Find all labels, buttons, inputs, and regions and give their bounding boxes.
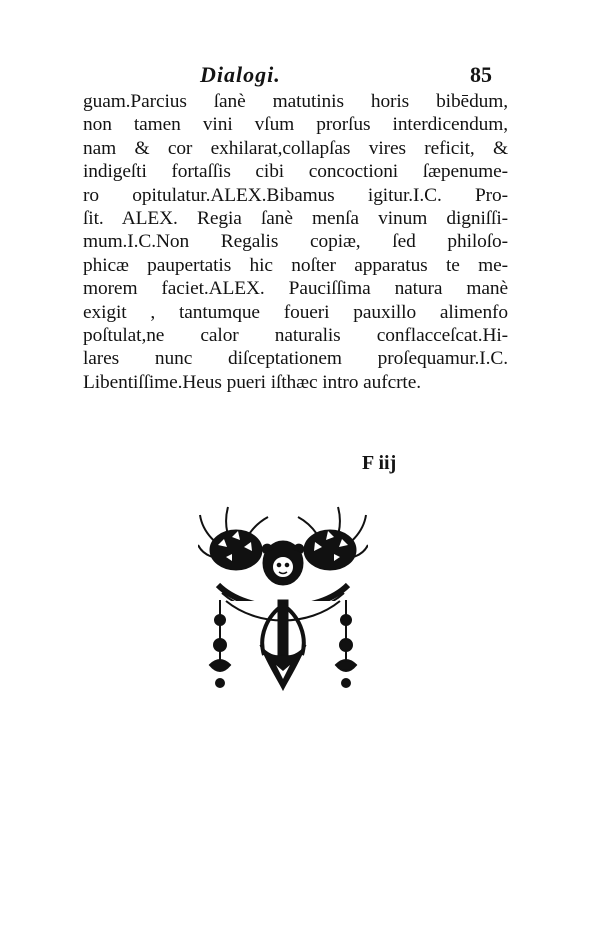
- signature-mark: F iij: [362, 452, 397, 474]
- running-head: Dialogi.: [200, 62, 281, 87]
- text-line: guam.Parcius ſanè matutinis horis bibēdum,: [83, 91, 508, 112]
- text-line: lares nunc diſceptationem proſequamur.I.C.: [83, 348, 508, 370]
- text-line: Libentiſſime.Heus pueri iſthæc intro aufcrte.: [83, 371, 421, 393]
- text-line: non tamen vini vſum prorſus interdicendum,: [83, 114, 508, 136]
- text-line: exigit , tantumque foueri pauxillo alimenfo: [83, 301, 508, 323]
- text-line: ro opitulatur.ALEX.Bibamus igitur.I.C. Pro-: [83, 184, 508, 206]
- body-text: [83, 90, 508, 394]
- page-number: 85: [470, 62, 492, 87]
- text-line: poſtulat,ne calor naturalis conflacceſcat.Hi-: [83, 325, 508, 347]
- text-line: morem faciet.ALEX. Pauciſſima natura manè: [83, 278, 508, 300]
- text-line: indigeſti fortaſſis cibi concoctioni ſæpenume-: [83, 161, 508, 183]
- text-line: ſit. ALEX. Regia ſanè menſa vinum digniſſi-: [83, 208, 508, 230]
- text-line: phicæ paupertatis hic noſter apparatus te me-: [83, 254, 508, 276]
- text-line: mum.I.C.Non Regalis copiæ, ſed philoſo-: [83, 231, 508, 253]
- text-line: nam & cor exhilarat,collapſas vires reficit, &: [83, 137, 508, 159]
- floral-cherub-tailpiece-icon: [198, 505, 368, 695]
